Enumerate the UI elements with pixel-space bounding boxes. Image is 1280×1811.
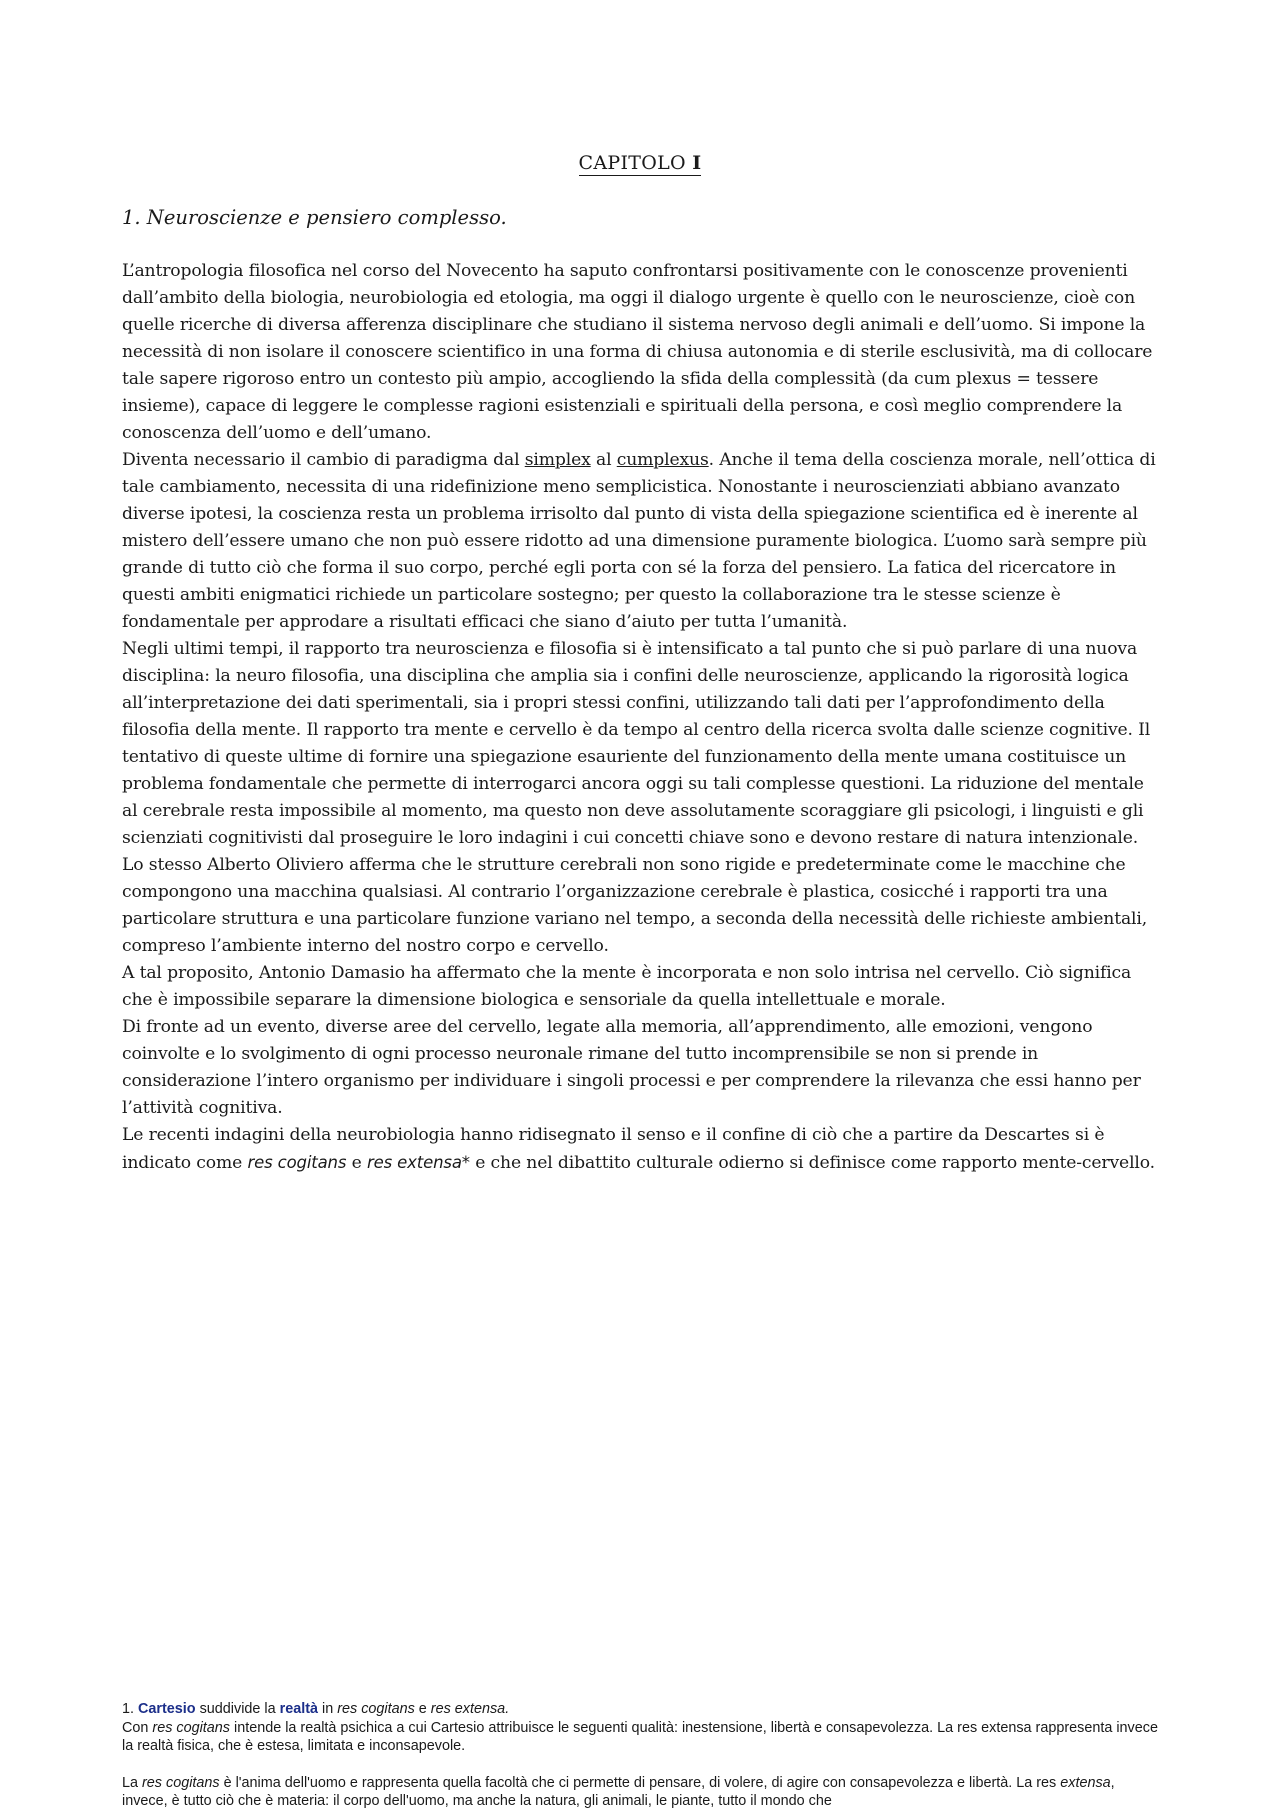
body-text xyxy=(122,258,1162,1177)
term-simplex: simplex xyxy=(524,450,591,470)
chapter-label: CAPITOLO xyxy=(578,152,686,174)
paragraph-6 xyxy=(122,1122,1162,1177)
fn-text-1: suddivide la xyxy=(195,1701,280,1717)
paragraph-1: L’antropologia filosofica nel corso del Novecento ha saputo confrontarsi positivamente con le conoscenze provenienti dall’ambito della biologia, neurobiologia ed etologia, ma oggi il dialogo urgente è quello con le neuroscienze, cioè con quelle ricerche di diversa afferenza disciplinare che studiano il sistema nervoso degli animali e dell’uomo. Si impone la necessità di non isolare il conoscere scientifico in una forma di chiusa autonomia e di sterile esclusività, ma di collocare tale sapere rigoroso entro un contesto più ampio, accogliendo la sfida della complessità (da cum plexus = tessere insieme), capace di leggere le complesse ragioni esistenziali e spirituali della persona, e così meglio comprendere la conoscenza dell’uomo e dell’umano. xyxy=(122,261,1153,443)
footnote-number: 1. xyxy=(122,1701,138,1717)
chapter-number: I xyxy=(692,152,702,174)
fn-p2-text-1: La xyxy=(122,1774,143,1791)
p6-text-1: Le recenti indagini della neurobiologia hanno ridisegnato il senso e il confine di ciò che a partire da Descartes si è indicato come xyxy=(122,1125,1105,1173)
footnotes xyxy=(122,1700,1162,1811)
section-title: 1. Neuroscienze e pensiero complesso. xyxy=(122,206,507,229)
paragraph-2 xyxy=(122,447,1162,636)
footnote-gap xyxy=(122,1756,1162,1774)
fn-l2-res-cogitans: res cogitans xyxy=(152,1719,230,1736)
footnote-1 xyxy=(122,1700,1162,1719)
link-realta[interactable]: realtà xyxy=(279,1701,318,1717)
fn-res-extensa: res extensa. xyxy=(430,1701,510,1717)
p6-text-3: e che nel dibattito culturale odierno si definisce come rapporto mente-cervello. xyxy=(469,1153,1155,1173)
paragraph-4: A tal proposito, Antonio Damasio ha affermato che la mente è incorporata e non solo intrisa nel cervello. Ciò significa che è impossibile separare la dimensione biologica e sensoriale da quella intellettuale e morale. xyxy=(122,963,1132,1010)
term-res-extensa: res extensa* xyxy=(366,1153,470,1172)
fn-p2-text-2: è l'anima dell'uomo e rappresenta quella facoltà che ci permette di pensare, di volere, di agire con consapevolezza e libertà. La res xyxy=(219,1774,1061,1791)
paragraph-3: Negli ultimi tempi, il rapporto tra neuroscienza e filosofia si è intensificato a tal punto che si può parlare di una nuova disciplina: la neuro filosofia, una disciplina che amplia sia i confini delle neuroscienze, applicando la rigorosità logica all’interpretazione dei dati sperimentali, sia i propri stessi confini, utilizzando tali dati per l’approfondimento della filosofia della mente. Il rapporto tra mente e cervello è da tempo al centro della ricerca svolta dalle scienze cognitive. Il tentativo di queste ultime di fornire una spiegazione esauriente del funzionamento della mente umana costituisce un problema fondamentale che permette di interrogarci ancora oggi su tali complesse questioni. La riduzione del mentale al cerebrale resta impossibile al momento, ma questo non deve assolutamente scoraggiare gli psicologi, i linguisti e gli scienziati cognitivisti dal proseguire le loro indagini i cui concetti chiave sono e devono restare di natura intenzionale. Lo stesso Alberto Oliviero afferma che le strutture cerebrali non sono rigide e predeterminate come le macchine che compongono una macchina qualsiasi. Al contrario l’organizzazione cerebrale è plastica, cosicché i rapporti tra una particolare struttura e una particolare funzione variano nel tempo, a seconda della necessità delle richieste ambientali, compreso l’ambiente interno del nostro corpo e cervello. xyxy=(122,639,1151,956)
chapter-heading xyxy=(0,152,1280,176)
link-cartesio[interactable]: Cartesio xyxy=(138,1701,196,1717)
footnote-1-para-2 xyxy=(122,1774,1162,1811)
fn-l2-text-1: Con xyxy=(122,1719,153,1736)
term-cumplexus: cumplexus xyxy=(616,450,709,470)
p2-text-2: al xyxy=(590,450,617,470)
p2-text-1: Diventa necessario il cambio di paradigma dal xyxy=(122,450,525,470)
fn-text-3: e xyxy=(414,1701,431,1717)
p2-text-3: . Anche il tema della coscienza morale, nell’ottica di tale cambiamento, necessita di una ridefinizione meno semplicistica. Nonostante i neuroscienziati abbiano avanzato diverse ipotesi, la coscienza resta un problema irrisolto dal punto di vista della spiegazione scientifica ed è inerente al mistero dell’essere umano che non può essere ridotto ad una dimensione puramente biologica. L’uomo sarà sempre più grande di tutto ciò che forma il suo corpo, perché egli porta con sé la forza del pensiero. La fatica del ricercatore in questi ambiti enigmatici richiede un particolare sostegno; per questo la collaborazione tra le stesse scienze è fondamentale per approdare a risultati efficaci che siano d’aiuto per tutta l’umanità. xyxy=(122,450,1156,632)
paragraph-5: Di fronte ad un evento, diverse aree del cervello, legate alla memoria, all’apprendimento, alle emozioni, vengono coinvolte e lo svolgimento di ogni processo neuronale rimane del tutto incomprensibile se non si prende in considerazione l’intero organismo per individuare i singoli processi e per comprendere la rilevanza che essi hanno per l’attività cognitiva. xyxy=(122,1017,1141,1118)
fn-res-cogitans: res cogitans xyxy=(337,1701,415,1717)
fn-l2-text-2: intende la realtà psichica a cui Cartesio attribuisce le seguenti qualità: inestensione, libertà e consapevolezza. La res extensa rappresenta invece la realtà fisica, che è estesa, limitata e inconsapevole. xyxy=(122,1719,1158,1754)
p6-text-2: e xyxy=(346,1153,367,1173)
term-res-cogitans: res cogitans xyxy=(247,1153,347,1172)
fn-p2-res-cogitans: res cogitans xyxy=(142,1774,220,1791)
footnote-1-line-2 xyxy=(122,1719,1162,1756)
fn-p2-extensa: extensa xyxy=(1060,1774,1111,1791)
fn-p2-text-3: , invece, è tutto ciò che è materia: il corpo dell'uomo, ma anche la natura, gli animali, le piante, tutto il mondo che xyxy=(122,1774,1115,1809)
fn-text-2: in xyxy=(318,1701,338,1717)
